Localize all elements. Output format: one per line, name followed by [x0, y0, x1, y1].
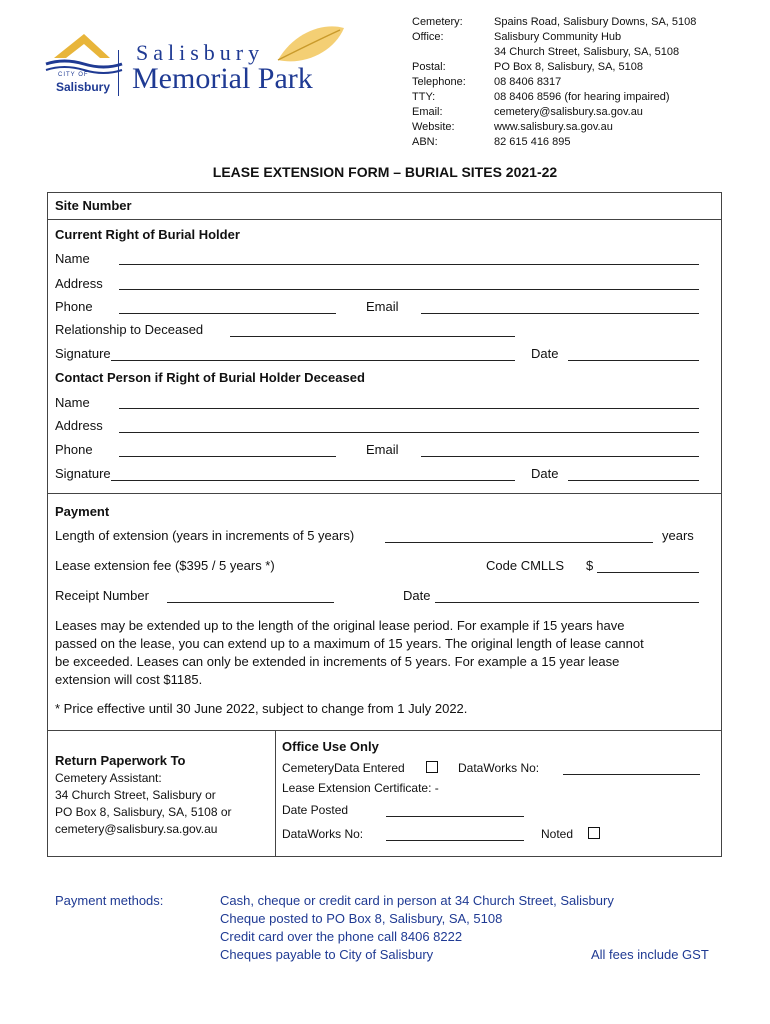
- contact-label: Website:: [412, 121, 455, 133]
- contact-label: Telephone:: [412, 76, 466, 88]
- contact-date-label: Date: [531, 466, 559, 481]
- dataworks-label-2: DataWorks No:: [282, 827, 364, 841]
- contact-value: Spains Road, Salisbury Downs, SA, 5108: [494, 16, 697, 28]
- holder-phone-field[interactable]: [119, 313, 336, 314]
- payment-method-4: Cheques payable to City of Salisbury: [220, 947, 434, 962]
- contact-label: Office:: [412, 31, 444, 43]
- noted-label: Noted: [541, 827, 574, 841]
- holder-email-label: Email: [366, 299, 399, 314]
- logo-divider: [118, 50, 119, 96]
- holder-heading: Current Right of Burial Holder: [55, 227, 240, 242]
- payment-methods-label: Payment methods:: [55, 893, 164, 908]
- price-note: * Price effective until 30 June 2022, subject to change from 1 July 2022.: [55, 701, 468, 716]
- holder-relationship-field[interactable]: [230, 336, 515, 337]
- holder-signature-label: Signature: [55, 346, 111, 361]
- receipt-number-label: Receipt Number: [55, 588, 149, 603]
- payment-date-label: Date: [403, 588, 431, 603]
- brand-bottom: Memorial Park: [132, 62, 313, 95]
- extension-length-label: Length of extension (years in increments of 5 years): [55, 528, 355, 543]
- holder-phone-label: Phone: [55, 299, 93, 314]
- holder-date-field[interactable]: [568, 360, 699, 361]
- holder-signature-field[interactable]: [111, 360, 515, 361]
- contact-value: 34 Church Street, Salisbury, SA, 5108: [494, 46, 680, 58]
- contact-email-label: Email: [366, 442, 399, 457]
- holder-email-field[interactable]: [421, 313, 699, 314]
- date-posted-label: Date Posted: [282, 803, 349, 817]
- code-label: Code CMLLS: [486, 558, 565, 573]
- holder-name-label: Name: [55, 251, 90, 266]
- payment-method-3: Credit card over the phone call 8406 8222: [220, 929, 463, 944]
- dataworks-field[interactable]: [563, 774, 700, 775]
- holder-name-field[interactable]: [119, 264, 699, 265]
- return-line-2: 34 Church Street, Salisbury or: [55, 788, 216, 802]
- leaf-icon: [274, 22, 346, 66]
- contact-value: 82 615 416 895: [494, 136, 571, 148]
- noted-checkbox[interactable]: [588, 827, 600, 839]
- logo: [44, 22, 344, 112]
- lease-note-line-1: Leases may be extended up to the length of the original lease period. For example if 15 years have: [55, 618, 625, 633]
- contact-phone-field[interactable]: [119, 456, 336, 457]
- holder-relationship-label: Relationship to Deceased: [55, 322, 204, 337]
- contact-label: Postal:: [412, 61, 446, 73]
- contact-phone-label: Phone: [55, 442, 93, 457]
- return-line-4: cemetery@salisbury.sa.gov.au: [55, 822, 218, 836]
- holder-date-label: Date: [531, 346, 559, 361]
- form-title: LEASE EXTENSION FORM – BURIAL SITES 2021-22: [212, 164, 558, 180]
- return-line-1: Cemetery Assistant:: [55, 771, 162, 785]
- contact-signature-field[interactable]: [111, 480, 515, 481]
- payment-method-1: Cash, cheque or credit card in person at 34 Church Street, Salisbury: [220, 893, 614, 908]
- logo-city-name: Salisbury: [56, 80, 111, 94]
- payment-method-2: Cheque posted to PO Box 8, Salisbury, SA, 5108: [220, 911, 503, 926]
- receipt-number-field[interactable]: [167, 602, 334, 603]
- contact-value: Salisbury Community Hub: [494, 31, 622, 43]
- contact-person-heading: Contact Person if Right of Burial Holder Deceased: [55, 370, 365, 385]
- dataworks-label: DataWorks No:: [458, 761, 540, 775]
- contact-label: TTY:: [412, 91, 436, 103]
- holder-address-label: Address: [55, 276, 103, 291]
- contact-email-field[interactable]: [421, 456, 699, 457]
- brand-top: Salisbury: [136, 40, 265, 65]
- contact-address-field[interactable]: [119, 432, 699, 433]
- contact-label: Cemetery:: [412, 16, 463, 28]
- contact-name-field[interactable]: [119, 408, 699, 409]
- date-posted-field[interactable]: [386, 816, 524, 817]
- contact-date-field[interactable]: [568, 480, 699, 481]
- payment-date-field[interactable]: [435, 602, 699, 603]
- return-heading: Return Paperwork To: [55, 753, 186, 768]
- payment-heading: Payment: [55, 504, 110, 519]
- lease-note-line-2: passed on the lease, you can extend up to a maximum of 15 years. The original length of lease cannot: [55, 636, 644, 651]
- dollar-sign: $: [586, 558, 594, 573]
- return-address: [55, 770, 232, 838]
- dataworks-field-2[interactable]: [386, 840, 524, 841]
- cemeterydata-checkbox[interactable]: [426, 761, 438, 773]
- cemeterydata-label: CemeteryData Entered: [282, 761, 405, 775]
- contact-value: cemetery@salisbury.sa.gov.au: [494, 106, 643, 118]
- contact-name-label: Name: [55, 395, 90, 410]
- extension-fee-label: Lease extension fee ($395 / 5 years *): [55, 558, 275, 573]
- contact-value: PO Box 8, Salisbury, SA, 5108: [494, 61, 643, 73]
- lease-note-line-3: be exceeded. Leases can only be extended in increments of 5 years. For example a 15 year lease: [55, 654, 620, 669]
- contact-label: Email:: [412, 106, 443, 118]
- contact-signature-label: Signature: [55, 466, 111, 481]
- lease-note-line-4: extension will cost $1185.: [55, 672, 203, 687]
- gst-note: All fees include GST: [591, 947, 709, 962]
- logo-city-of: CITY OF: [58, 72, 89, 78]
- contact-value: www.salisbury.sa.gov.au: [494, 121, 613, 133]
- lease-note: [55, 617, 715, 689]
- contact-address-label: Address: [55, 418, 103, 433]
- holder-address-field[interactable]: [119, 289, 699, 290]
- contact-value: 08 8406 8596 (for hearing impaired): [494, 91, 670, 103]
- site-number-label: Site Number: [55, 198, 132, 213]
- amount-field[interactable]: [597, 572, 699, 573]
- office-heading: Office Use Only: [282, 739, 379, 754]
- contact-label: ABN:: [412, 136, 438, 148]
- contact-value: 08 8406 8317: [494, 76, 562, 88]
- certificate-label: Lease Extension Certificate: -: [282, 781, 439, 795]
- extension-length-field[interactable]: [385, 542, 653, 543]
- site-divider: [47, 219, 722, 220]
- years-label: years: [662, 528, 694, 543]
- return-line-3: PO Box 8, Salisbury, SA, 5108 or: [55, 805, 232, 819]
